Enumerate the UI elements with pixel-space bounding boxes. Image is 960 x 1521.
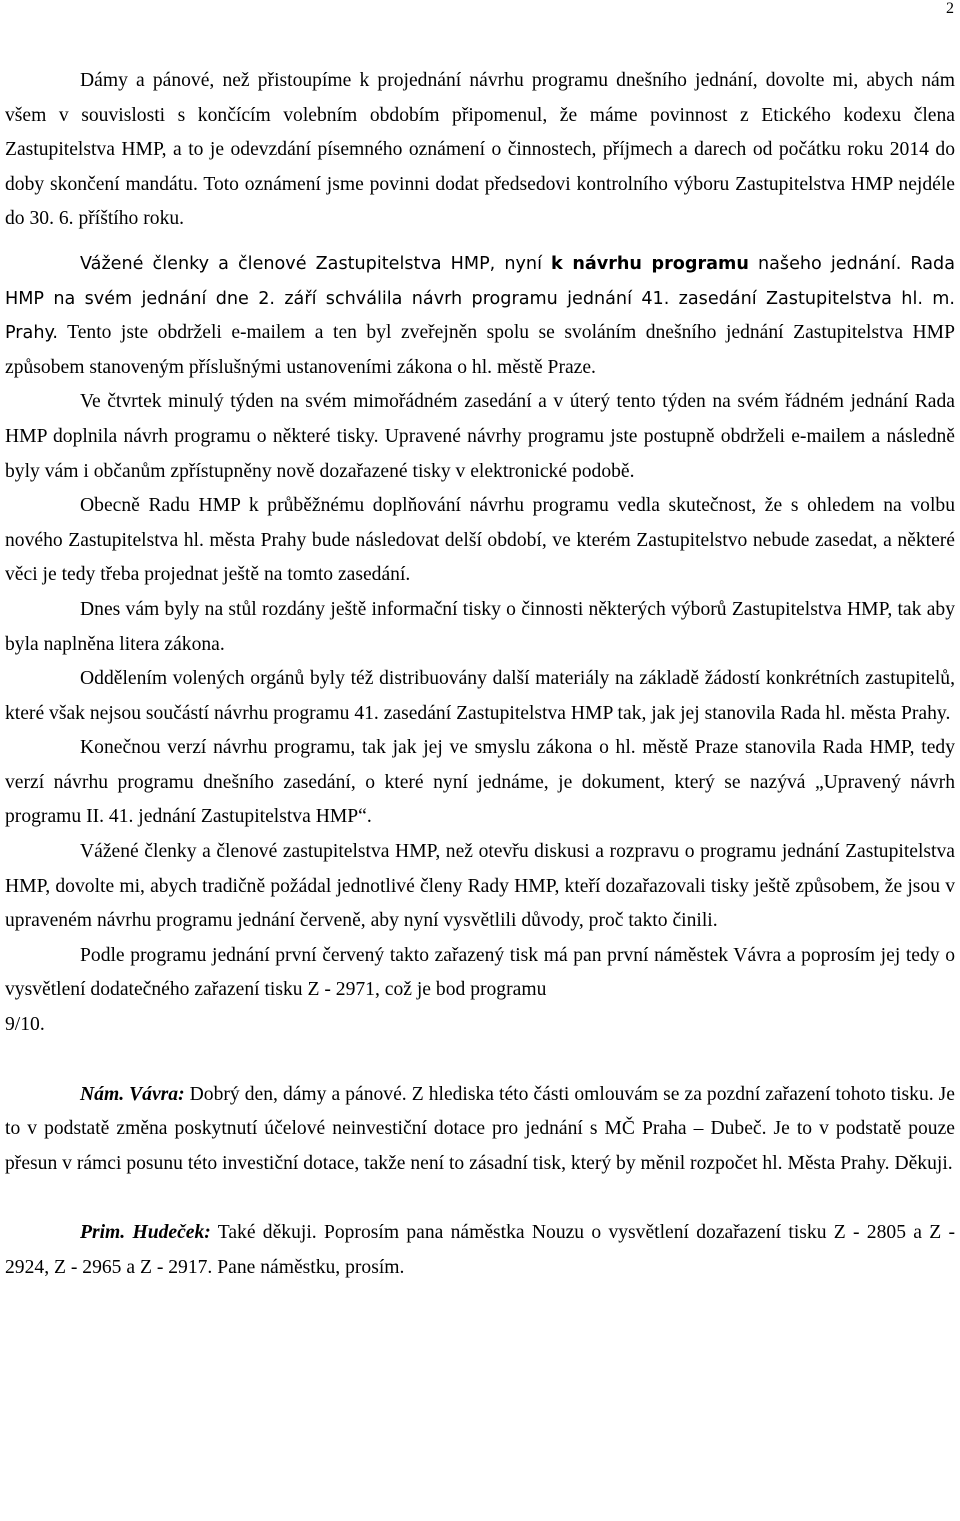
document-body [5, 0, 955, 1286]
program-intro-tail: Tento jste obdrželi e-mailem a ten byl zveřejněn spolu se svoláním dnešního jednání Zastupitelstva HMP způsobem stanoveným příslušnými ustanoveními zákona o hl. městě Praze. [5, 322, 955, 378]
program-intro-bold: k návrhu programu [551, 253, 749, 274]
speech-text-hudecek: Také děkuji. Poprosím pana náměstka Nouzu o vysvětlení dozařazení tisku Z - 2805 a Z - 2924, Z - 2965 a Z - 2917. Pane náměstku, prosím. [5, 1222, 956, 1278]
paragraph-continuous-additions: Obecně Radu HMP k průběžnému doplňování návrhu programu vedla skutečnost, že s ohledem na volbu nového Zastupitelstva hl. města Prahy bude následovat delší období, ve kterém Zastupitelstvo nebude zasedat, a některé věci je tedy třeba projednat ještě na tomto zasedání. [5, 495, 955, 586]
paragraph-item-number: 9/10. [5, 1014, 45, 1036]
paragraph-first-print: Podle programu jednání první červený takto zařazený tisk má pan první náměstek Vávra a poprosím jej tedy o vysvětlení dodatečného zařazení tisku Z - 2971, což je bod programu [5, 944, 955, 1001]
speaker-name-vavra: Nám. Vávra: [80, 1083, 185, 1105]
page-number: 2 [946, 0, 954, 17]
paragraph-request-explanations: Vážené členky a členové zastupitelstva HMP, než otevřu diskusi a rozpravu o programu jednání Zastupitelstva HMP, dovolte mi, abych tradičně požádal jednotlivé členy Rady HMP, kteří dozařazovali tisky ještě způsobem, že jsou v upraveném návrhu programu jednání červeně, aby nyní vysvětlili důvody, proč takto činili. [5, 841, 955, 932]
paragraph-program-intro [5, 247, 955, 385]
speech-hudecek [5, 1216, 955, 1285]
paragraph-final-version: Konečnou verzí návrhu programu, tak jak jej ve smyslu zákona o hl. městě Praze stanovila Rada HMP, tedy verzí návrhu programu dnešního zasedání, o které nyní jednáme, je dokument, který se nazývá „Upravený návrh programu II. 41. jednání Zastupitelstva HMP“. [5, 737, 955, 828]
program-intro-continued: našeho jednání. Rada HMP na svém jednání dne 2. září schválila návrh programu jednání 41. zasedání Zastupitelstva hl. m. Prahy. [5, 253, 955, 344]
speaker-name-hudecek: Prim. Hudeček: [80, 1222, 211, 1244]
paragraph-other-materials: Oddělením volených orgánů byly též distribuovány další materiály na základě žádostí konkrétních zastupitelů, které však nejsou součástí návrhu programu 41. zasedání Zastupitelstva HMP tak, jak jej stanovila Rada hl. města Prahy. [5, 668, 955, 724]
paragraph-committee-reports: Dnes vám byly na stůl rozdány ještě informační tisky o činnosti některých výborů Zastupitelstva HMP, tak aby byla naplněna litera zákona. [5, 598, 955, 655]
paragraph-council-additions: Ve čtvrtek minulý týden na svém mimořádném zasedání a v úterý tento týden na svém řádném jednání Rada HMP doplnila návrh programu o některé tisky. Upravené návrhy programu jste postupně obdrželi e-mailem a následně byly vám i občanům zpřístupněny nově dozařazené tisky v elektronické podobě. [5, 391, 955, 482]
speech-text-vavra: Dobrý den, dámy a pánové. Z hlediska této části omlouvám se za pozdní zařazení tohoto tisku. Je to v podstatě změna poskytnutí účelové neinvestiční dotace pro jednání s MČ Praha – Dubeč. Je to v podstatě pouze přesun v rámci posunu této investiční dotace, takže není to zásadní tisk, který by měnil rozpočet hl. Města Prahy. Děkuji. [5, 1083, 955, 1174]
program-intro-text: Vážené členky a členové Zastupitelstva HMP, nyní [80, 253, 552, 274]
speech-vavra [5, 1078, 955, 1182]
paragraph-ethics-notice: Dámy a pánové, než přistoupíme k projednání návrhu programu dnešního jednání, dovolte mi, abych nám všem v souvislosti s končícím volebním obdobím připomenul, že máme povinnost z Etického kodexu člena Zastupitelstva HMP, a to je odevzdání písemného oznámení o činnostech, příjmech a darech od počátku roku 2014 do doby skončení mandátu. Toto oznámení jsme povinni dodat předsedovi kontrolního výboru Zastupitelstva HMP nejdéle do 30. 6. příštího roku. [5, 70, 955, 230]
